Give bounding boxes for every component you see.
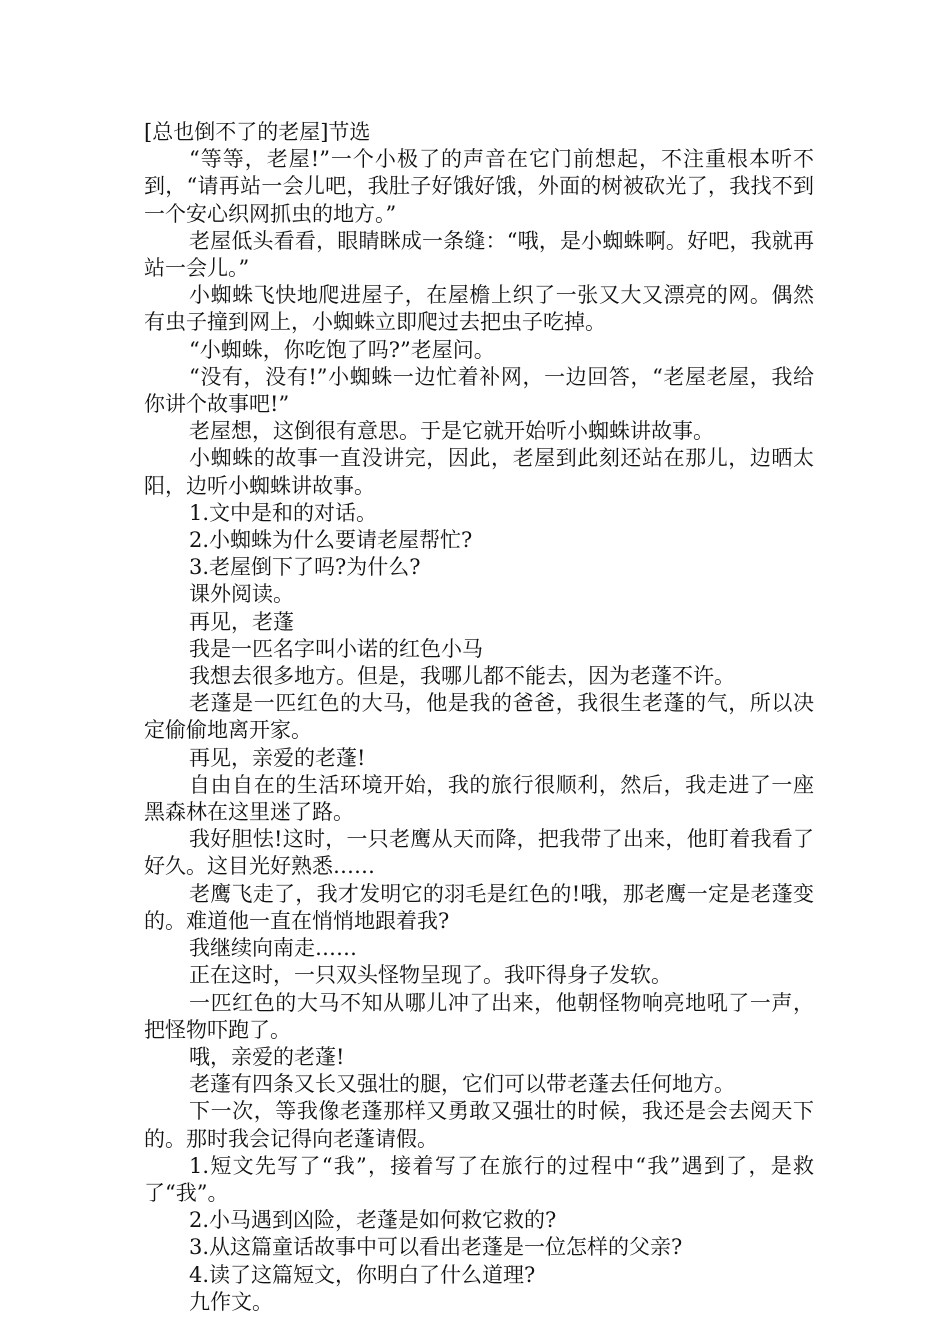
document-body bbox=[144, 119, 814, 1316]
story-title: 再见，老蓬 bbox=[189, 609, 294, 634]
story-paragraph: 老蓬有四条又长又强壮的腿，它们可以带老蓬去任何地方。 bbox=[189, 1072, 735, 1097]
story-paragraph: 老屋想，这倒很有意思。于是它就开始听小蜘蛛讲故事。 bbox=[189, 419, 714, 444]
story-paragraph: 正在这时，一只双头怪物呈现了。我吓得身子发软。 bbox=[189, 963, 672, 988]
story-paragraph: 下一次，等我像老蓬那样又勇敢又强壮的时候，我还是会去阅天下的。那时我会记得向老蓬请假。 bbox=[144, 1099, 814, 1151]
story-paragraph: “小蜘蛛，你吃饱了吗?”老屋问。 bbox=[189, 337, 495, 362]
story-paragraph: 再见，亲爱的老蓬! bbox=[189, 745, 366, 770]
section-heading: 课外阅读。 bbox=[189, 582, 294, 607]
question-item: 2.小蜘蛛为什么要请老屋帮忙? bbox=[189, 528, 473, 553]
story-paragraph: 一匹红色的大马不知从哪儿冲了出来，他朝怪物响亮地吼了一声，把怪物吓跑了。 bbox=[144, 990, 814, 1042]
question-item: 2.小马遇到凶险，老蓬是如何救它救的? bbox=[189, 1208, 557, 1233]
story-paragraph: 老屋低头看看，眼睛眯成一条缝：“哦，是小蜘蛛啊。好吧，我就再站一会儿。” bbox=[144, 228, 814, 281]
story-paragraph: 我继续向南走…… bbox=[189, 936, 357, 961]
question-item: 1.文中是和的对话。 bbox=[189, 500, 378, 525]
story-paragraph: 我好胆怯!这时，一只老鹰从天而降，把我带了出来，他盯着我看了好久。这目光好熟悉…… bbox=[144, 827, 814, 879]
story-paragraph: 我想去很多地方。但是，我哪儿都不能去，因为老蓬不许。 bbox=[189, 664, 735, 689]
story-paragraph: 我是一匹名字叫小诺的红色小马 bbox=[189, 636, 483, 661]
story-paragraph: “等等，老屋!”一个小极了的声音在它门前想起，不注重根本听不到，“请再站一会儿吧，我肚子好饿好饿，外面的树被砍光了，我找不到一个安心织网抓虫的地方。” bbox=[144, 147, 814, 226]
story-paragraph: 老鹰飞走了，我才发明它的羽毛是红色的!哦，那老鹰一定是老蓬变的。难道他一直在悄悄地跟着我? bbox=[144, 881, 814, 933]
story-paragraph: 自由自在的生活环境开始，我的旅行很顺利，然后，我走进了一座黑森林在这里迷了路。 bbox=[144, 772, 814, 825]
question-item: 3.从这篇童话故事中可以看出老蓬是一位怎样的父亲? bbox=[189, 1235, 683, 1260]
question-item: 4.读了这篇短文，你明白了什么道理? bbox=[189, 1262, 536, 1287]
story-paragraph: 老蓬是一匹红色的大马，他是我的爸爸，我很生老蓬的气，所以决定偷偷地离开家。 bbox=[144, 691, 814, 743]
section-title: [总也倒不了的老屋]节选 bbox=[144, 120, 371, 144]
story-paragraph: 小蜘蛛的故事一直没讲完，因此，老屋到此刻还站在那儿，边晒太阳，边听小蜘蛛讲故事。 bbox=[144, 446, 814, 498]
section-heading: 九作文。 bbox=[189, 1289, 273, 1314]
story-paragraph: 小蜘蛛飞快地爬进屋子，在屋檐上织了一张又大又漂亮的网。偶然有虫子撞到网上，小蜘蛛立即爬过去把虫子吃掉。 bbox=[144, 283, 814, 335]
story-paragraph: “没有，没有!”小蜘蛛一边忙着补网，一边回答，“老屋老屋，我给你讲个故事吧!” bbox=[144, 364, 814, 417]
question-item: 1.短文先写了“我”，接着写了在旅行的过程中“我”遇到了，是救了“我”。 bbox=[144, 1153, 814, 1205]
story-paragraph: 哦，亲爱的老蓬! bbox=[189, 1044, 345, 1069]
question-item: 3.老屋倒下了吗?为什么? bbox=[189, 555, 421, 580]
